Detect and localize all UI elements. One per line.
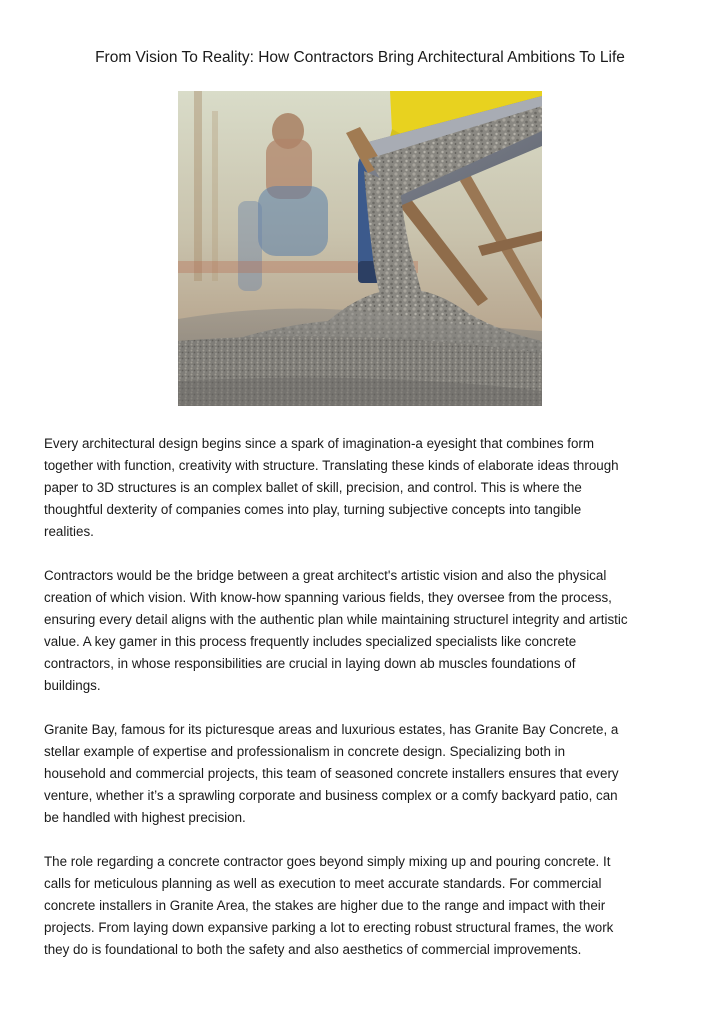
- paragraph-2: Contractors would be the bridge between a great architect's artistic vision and also the physical creation of which vision. With know-how spanning various fields, they oversee from the process, ensuring every detail aligns with the authentic plan while maintaining structurel integrity and artistic value. A key gamer in this process frequently includes specialized specialists like concrete contractors, in whose responsibilities are crucial in laying down ab muscles foundations of buildings.: [44, 568, 628, 693]
- concrete-pour-photo: [178, 91, 542, 406]
- article-body: [44, 433, 684, 983]
- paragraph-4: The role regarding a concrete contractor goes beyond simply mixing up and pouring concrete. It calls for meticulous planning as well as execution to meet accurate standards. For commercial concrete installers in Granite Area, the stakes are higher due to the range and impact with their projects. From laying down expansive parking a lot to erecting robust structural frames, the work they do is foundational to both the safety and also aesthetics of commercial improvements.: [44, 854, 614, 957]
- concrete-pour-illustration: [178, 91, 542, 406]
- page-title: From Vision To Reality: How Contractors Bring Architectural Ambitions To Life: [95, 49, 625, 66]
- paragraph-3: Granite Bay, famous for its picturesque areas and luxurious estates, has Granite Bay Concrete, a stellar example of expertise and professionalism in concrete design. Specializing both in household and commercial projects, this team of seasoned concrete installers ensures that every venture, whether it’s a sprawling corporate and business complex or a comfy backyard patio, can be handled with highest precision.: [44, 722, 619, 825]
- paragraph-1: Every architectural design begins since a spark of imagination-a eyesight that combines form together with function, creativity with structure. Translating these kinds of elaborate ideas through paper to 3D structures is an complex ballet of skill, precision, and control. This is where the thoughtful dexterity of companies comes into play, turning subjective concepts into tangible realities.: [44, 436, 619, 539]
